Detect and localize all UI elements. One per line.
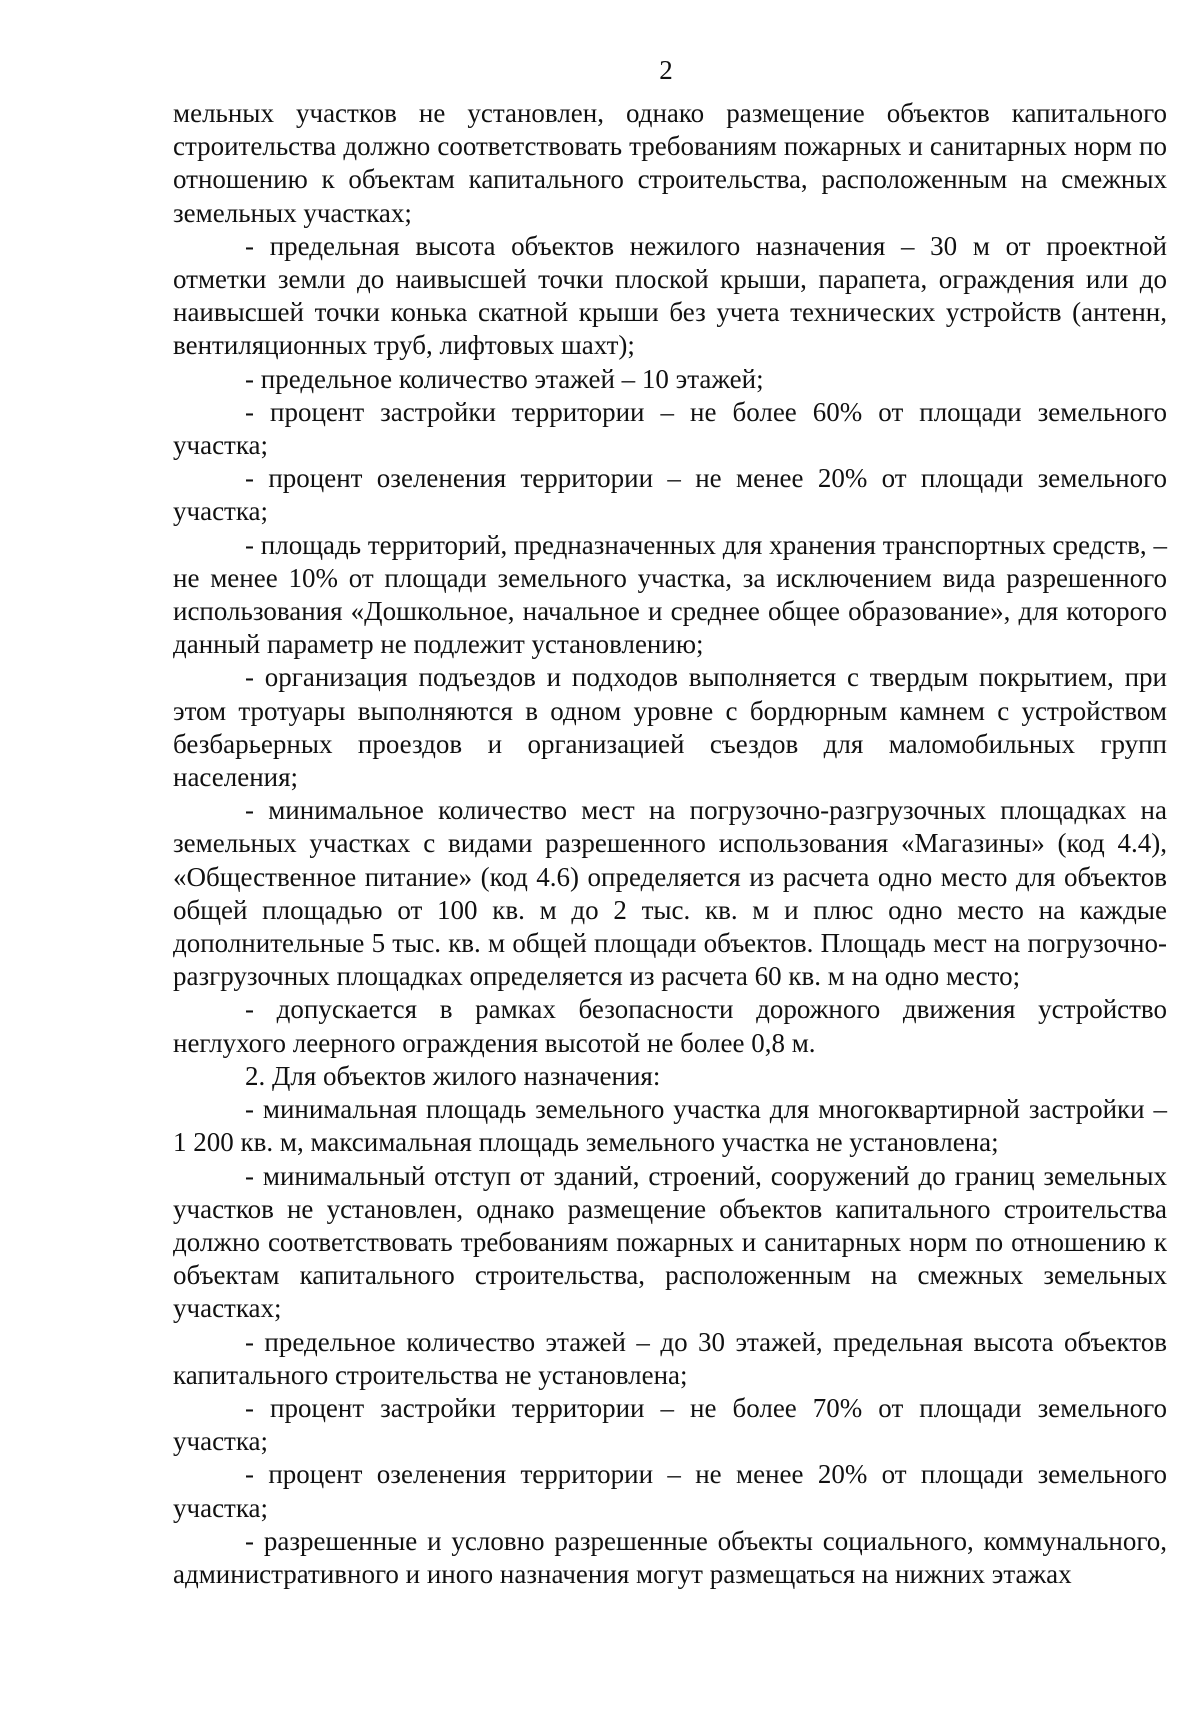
paragraph-access-roads: - организация подъездов и подходов выполняется с твердым покрытием, при этом тротуары выполняются в одном уровне с бордюрным камнем с устройством безбарьерных проездов и организацией съездов для маломобильных групп населения; xyxy=(173,662,1167,793)
body-text xyxy=(173,97,1167,1591)
paragraph-residential-coverage: - процент застройки территории – не более 70% от площади земельного участка; xyxy=(173,1392,1167,1457)
paragraph-continuation: мельных участков не установлен, однако размещение объектов капитального строительства должно соответствовать требованиям пожарных и санитарных норм по отношению к объектам капитального строительства, расположенным на смежных земельных участках; xyxy=(173,98,1167,228)
paragraph-max-height-nonresidential: - предельная высота объектов нежилого назначения – 30 м от проектной отметки земли до наивысшей точки плоской крыши, парапета, ограждения или до наивысшей точки конька скатной крыши без учета технических устройств (антенн, вентиляционных труб, лифтовых шахт); xyxy=(173,230,1167,361)
paragraph-parking-area: - площадь территорий, предназначенных для хранения транспортных средств, – не менее 10% от площади земельного участка, за исключением вида разрешенного использования «Дошкольное, начальное и среднее общее образование», для которого данный параметр не подлежит установлению; xyxy=(173,529,1167,660)
paragraph-building-coverage: - процент застройки территории – не более 60% от площади земельного участка; xyxy=(173,396,1167,461)
paragraph-loading-places: - минимальное количество мест на погрузочно-разгрузочных площадках на земельных участках с видами разрешенного использования «Магазины» (код 4.4), «Общественное питание» (код 4.6) определяется из расчета одно место для объектов общей площадью от 100 кв. м до 2 тыс. кв. м и плюс одно место на каждые дополнительные 5 тыс. кв. м общей площади объектов. Площадь мест на погрузочно-разгрузочных площадках определяется из расчета 60 кв. м на одно место; xyxy=(173,795,1167,992)
paragraph-residential-greening: - процент озеленения территории – не менее 20% от площади земельного участка; xyxy=(173,1459,1167,1523)
page-number: 2 xyxy=(659,55,673,85)
section-heading-residential: 2. Для объектов жилого назначения: xyxy=(245,1060,661,1091)
paragraph-fencing: - допускается в рамках безопасности дорожного движения устройство неглухого леерного ограждения высотой не более 0,8 м. xyxy=(173,994,1167,1058)
paragraph-greening-percent: - процент озеленения территории – не менее 20% от площади земельного участка; xyxy=(173,463,1167,527)
paragraph-max-floors: - предельное количество этажей – 10 этажей; xyxy=(245,363,764,394)
paragraph-residential-floors: - предельное количество этажей – до 30 этажей, предельная высота объектов капитального строительства не установлена; xyxy=(173,1326,1167,1390)
paragraph-min-setback: - минимальный отступ от зданий, строений, сооружений до границ земельных участков не установлен, однако размещение объектов капитального строительства должно соответствовать требованиям пожарных и санитарных норм по отношению к объектам капитального строительства, расположенным на смежных земельных участках; xyxy=(173,1160,1167,1324)
paragraph-min-plot-area: - минимальная площадь земельного участка для многоквартирной застройки – 1 200 кв. м, максимальная площадь земельного участка не установлена; xyxy=(173,1094,1167,1158)
paragraph-permitted-objects: - разрешенные и условно разрешенные объекты социального, коммунального, административного и иного назначения могут размещаться на нижних этажах xyxy=(173,1525,1167,1589)
